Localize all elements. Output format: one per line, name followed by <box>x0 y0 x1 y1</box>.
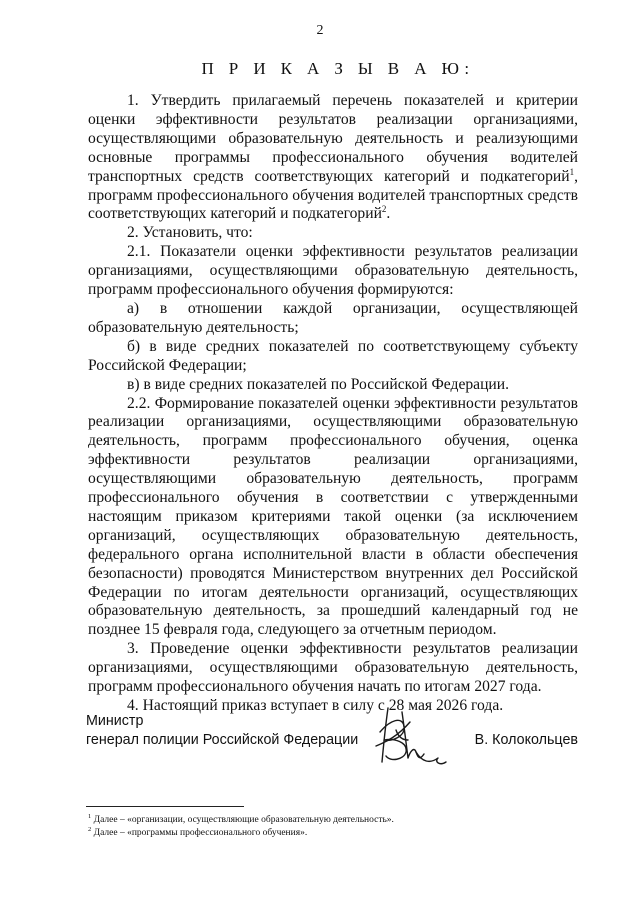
paragraph-item-2-1-v: в) в виде средних показателей по Российской Федерации. <box>127 375 510 393</box>
paragraph-item-3: 3. Проведение оценки эффективности результатов реализации организациями, осуществляющими образовательную деятельность, программ профессионального обучения начать по итогам 2027 года. <box>88 640 578 696</box>
signatory-position: Министр <box>86 713 144 729</box>
footnote-item <box>88 814 568 827</box>
paragraph-text: , программ профессионального обучения водителей транспортных средств соответствующих категорий и подкатегорий <box>88 167 578 223</box>
footnote-text: Далее – «программы профессионального обучения». <box>91 828 308 838</box>
paragraph-item-4: 4. Настоящий приказ вступает в силу с 28 мая 2026 года. <box>127 697 504 714</box>
footnote-ref-2: 2 <box>381 204 387 215</box>
document-body <box>88 92 578 716</box>
paragraph-item-2: 2. Установить, что: <box>127 224 253 242</box>
paragraph-item-2-1-a: а) в отношении каждой организации, осуществляющей образовательную деятельность; <box>88 299 578 336</box>
paragraph-item-2-1-b: б) в виде средних показателей по соответствующему субъекту Российской Федерации; <box>88 337 578 374</box>
footnote-divider <box>86 806 244 807</box>
signatory-name: В. Колокольцев <box>474 732 578 748</box>
footnote-item <box>88 827 568 840</box>
paragraph-item-2-1: 2.1. Показатели оценки эффективности результатов реализации организациями, осуществляющими образовательную деятельность, программ профессионального обучения формируются: <box>88 243 578 299</box>
footnote-text: Далее – «организации, осуществляющие образовательную деятельность». <box>91 815 394 825</box>
page-number: 2 <box>316 23 324 38</box>
footnotes <box>88 814 568 840</box>
paragraph-text: . <box>386 205 391 223</box>
signatory-title <box>86 712 358 750</box>
order-heading: П Р И К А З Ы В А Ю: <box>201 59 475 78</box>
signatory-rank: генерал полиции Российской Федерации <box>86 732 359 748</box>
handwritten-signature-icon <box>368 702 448 776</box>
paragraph-item-2-2: 2.2. Формирование показателей оценки эффективности результатов реализации организациями, осуществляющими образовательную деятельность, программ профессионального обучения, оценка эффективности результатов реализации организациями, осуществляющими образовательную деятельность, программ профессионального обучения в соответствии с утвержденными настоящим приказом критериями такой оценки (за исключением организаций, осуществляющих образовательную деятельность, федерального органа исполнительной власти в области обеспечения безопасности) проводятся Министерством внутренних дел Российской Федерации по итогам деятельности организаций, осуществляющих образовательную деятельность, за прошедший календарный год не позднее 15 февраля года, следующего за отчетным периодом. <box>88 394 578 639</box>
signature-block <box>86 706 578 776</box>
footnote-mark: 2 <box>88 826 92 833</box>
footnote-mark: 1 <box>88 813 92 820</box>
footnote-ref-1: 1 <box>569 166 575 177</box>
paragraph-item-1 <box>88 92 578 224</box>
paragraph-text: 1. Утвердить прилагаемый перечень показателей и критерии оценки эффективности результатов реализации организациями, осуществляющими образовательную деятельность и реализующими основные программы профессионального обучения водителей транспортных средств соответствующих категорий и подкатегорий <box>88 92 578 185</box>
